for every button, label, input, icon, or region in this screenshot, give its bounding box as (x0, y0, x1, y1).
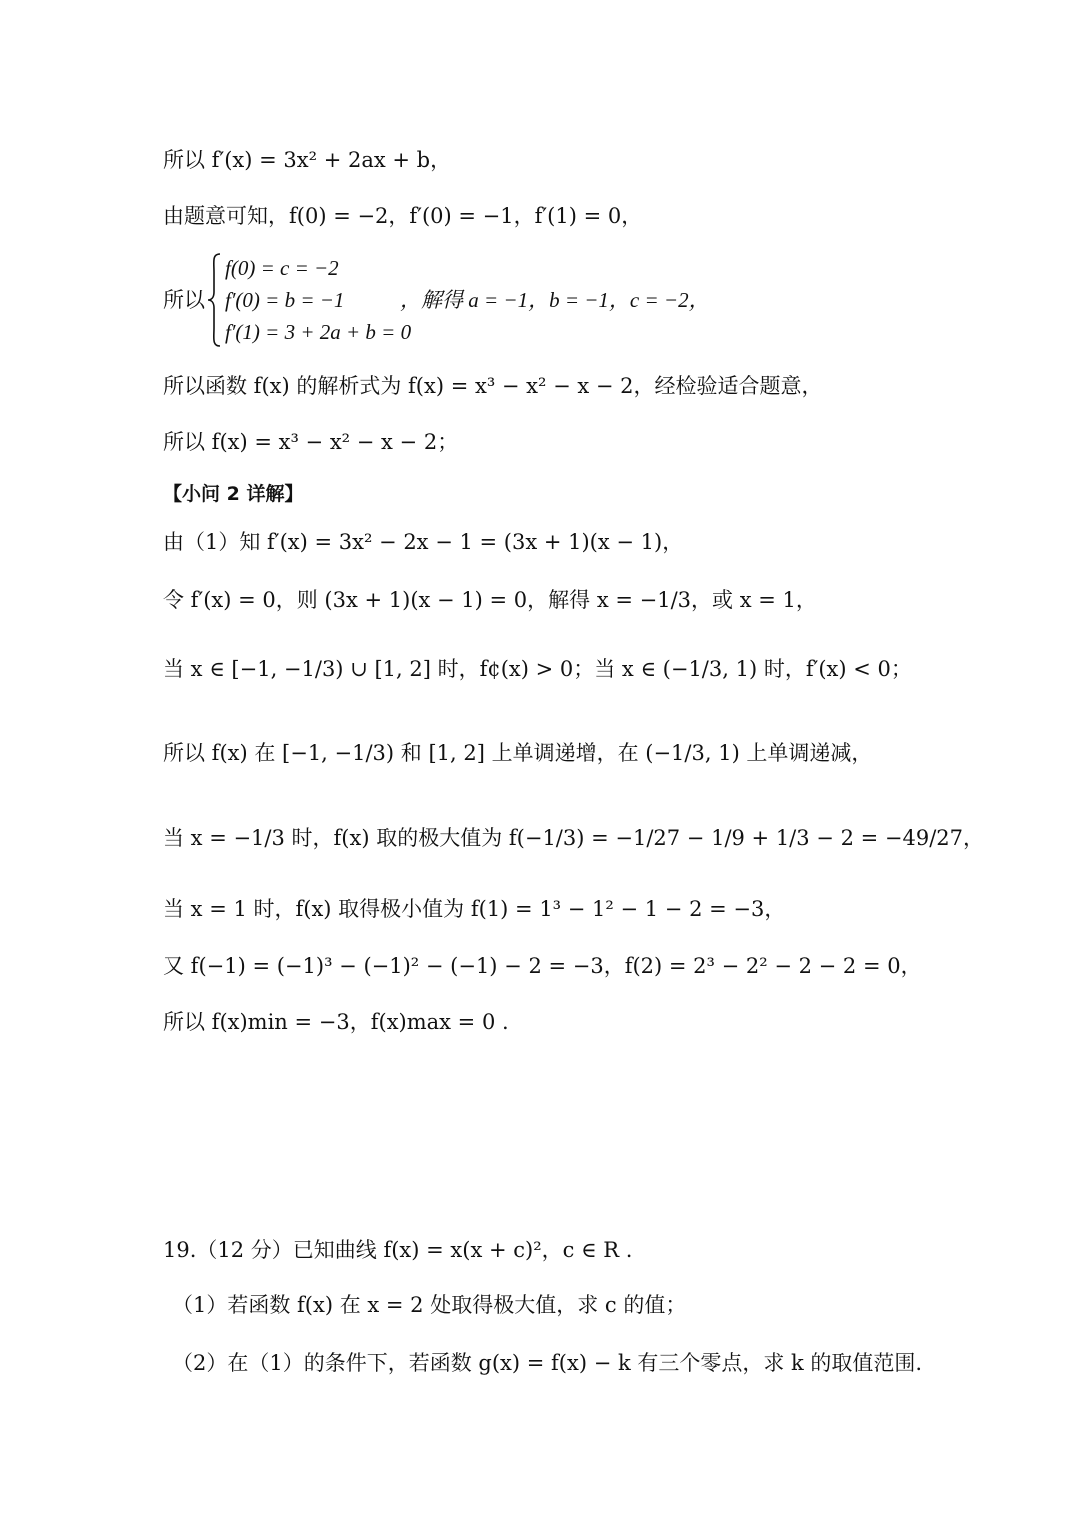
question-19-part-2: （2）在（1）的条件下，若函数 g(x) = f(x) − k 有三个零点，求 k 的取值范围. (172, 1351, 923, 1375)
solution-line-derivative: 所以 f′(x) = 3x² + 2ax + b， (163, 148, 452, 172)
question-19-part-1: （1）若函数 f(x) 在 x = 2 处取得极大值，求 c 的值； (172, 1293, 687, 1317)
solution-line-conditions: 由题意可知，f(0) = −2，f′(0) = −1，f′(1) = 0， (163, 204, 643, 228)
solution-line-conclusion: 所以 f(x) = x³ − x² − x − 2； (163, 430, 459, 454)
question-19-title: 19.（12 分）已知曲线 f(x) = x(x + c)²，c ∈ R . (163, 1238, 633, 1262)
part2-line-minimum: 当 x = 1 时，f(x) 取得极小值为 f(1) = 1³ − 1² − 1 − 2 = −3， (163, 897, 786, 921)
part2-line-monotonic: 所以 f(x) 在 [−1, −1/3) 和 [1, 2] 上单调递增，在 (−1/3, 1) 上单调递减， (163, 741, 873, 765)
part2-line-extrema: 所以 f(x)min = −3，f(x)max = 0 . (163, 1010, 509, 1034)
equation-system (163, 252, 963, 348)
system-equation-2: f′(0) = b = −1 (225, 288, 345, 312)
part2-line-roots: 令 f′(x) = 0，则 (3x + 1)(x − 1) = 0，解得 x = −1/3，或 x = 1， (163, 588, 817, 612)
part2-line-derivative: 由（1）知 f′(x) = 3x² − 2x − 1 = (3x + 1)(x − 1)， (163, 530, 684, 554)
part2-line-maximum: 当 x = −1/3 时，f(x) 取的极大值为 f(−1/3) = −1/27 − 1/9 + 1/3 − 2 = −49/27， (163, 826, 984, 850)
left-brace-icon (206, 252, 222, 348)
part2-heading: 【小问 2 详解】 (163, 483, 304, 505)
system-lead: 所以 (163, 288, 205, 312)
system-solution: ，解得 a = −1，b = −1，c = −2， (400, 288, 710, 312)
part2-line-sign: 当 x ∈ [−1, −1/3) ∪ [1, 2] 时，f¢(x) > 0；当 x ∈ (−1/3, 1) 时，f′(x) < 0； (163, 657, 912, 681)
part2-line-endpoints: 又 f(−1) = (−1)³ − (−1)² − (−1) − 2 = −3，f(2) = 2³ − 2² − 2 − 2 = 0， (163, 954, 922, 978)
system-equation-3: f′(1) = 3 + 2a + b = 0 (225, 320, 412, 344)
solution-line-expression: 所以函数 f(x) 的解析式为 f(x) = x³ − x² − x − 2，经检验适合题意， (163, 374, 823, 398)
system-equation-1: f(0) = c = −2 (225, 256, 339, 280)
